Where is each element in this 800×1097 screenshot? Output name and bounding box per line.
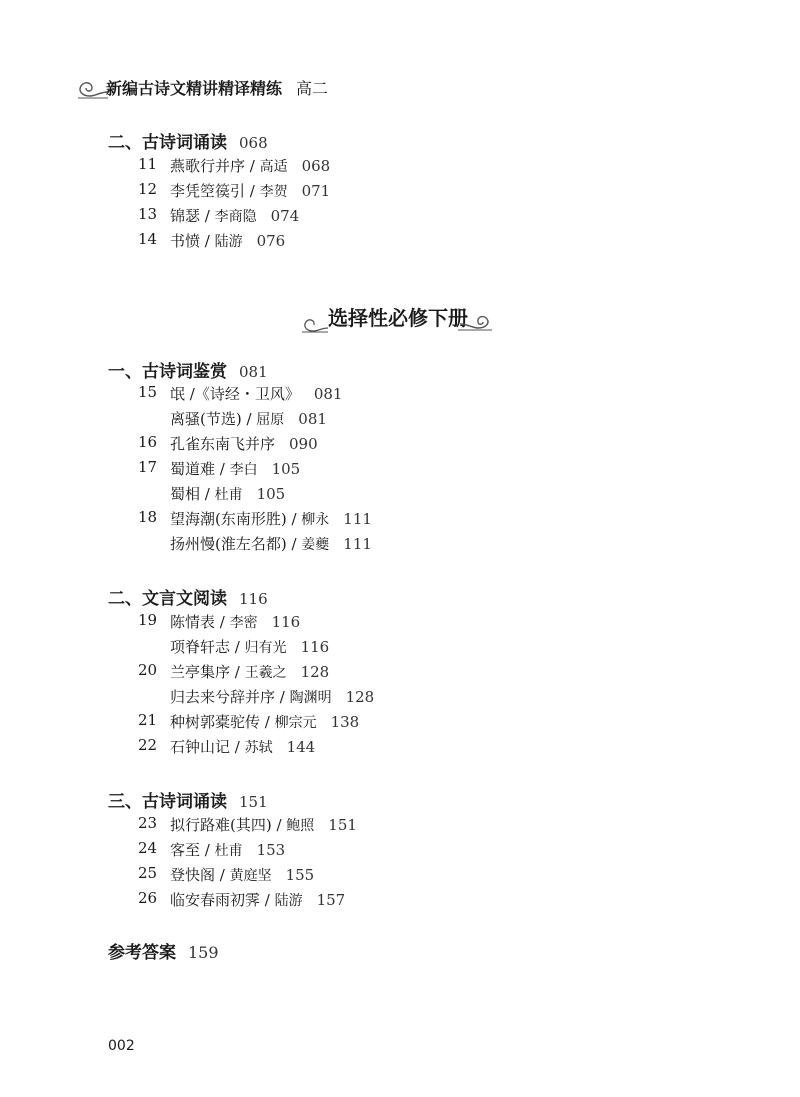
- entry-author: 李密: [229, 615, 258, 631]
- book-title: 新编古诗文精讲精译精练 高二: [106, 79, 329, 98]
- grade-label: 高二: [296, 79, 329, 98]
- entry-title: 蜀道难 /: [170, 460, 230, 478]
- entry-page: 090: [289, 435, 318, 453]
- entry-page: 138: [330, 713, 360, 731]
- entry-title: 孔雀东南飞并序: [170, 435, 276, 453]
- entry-author: 高适: [259, 159, 288, 175]
- entry-number: 25: [138, 864, 158, 882]
- entry-page: 105: [256, 485, 286, 503]
- section-page: 116: [239, 590, 268, 608]
- entry-number: 20: [138, 661, 158, 679]
- entry-number: 17: [138, 458, 158, 476]
- entry-author: 归有光: [244, 640, 287, 656]
- section-title: 三、古诗词诵读 151: [108, 792, 268, 812]
- entry-number: 14: [138, 230, 158, 248]
- entry-title: 兰亭集序 /: [170, 663, 245, 681]
- entry-author: 黄庭坚: [229, 868, 272, 884]
- cloud-swirl-icon: [458, 312, 494, 332]
- section-title: 一、古诗词鉴赏 081: [108, 362, 268, 382]
- entry-page: 076: [256, 232, 286, 250]
- entry-title: 项脊轩志 /: [170, 638, 245, 656]
- entry-author: 杜甫: [214, 487, 243, 503]
- entry-page: 128: [300, 663, 330, 681]
- entry-title: 石钟山记 /: [170, 738, 245, 756]
- entry-page: 157: [316, 891, 346, 909]
- entry-title: 蜀相 /: [170, 485, 215, 503]
- entry-number: 13: [138, 205, 158, 223]
- answers-page: 159: [188, 943, 219, 962]
- entry-page: 128: [345, 688, 375, 706]
- entry-title: 归去来兮辞并序 /: [170, 688, 290, 706]
- entry-number: 21: [138, 711, 158, 729]
- entry-number: 24: [138, 839, 158, 857]
- entry-page: 068: [301, 157, 331, 175]
- entry-title: 登快阁 /: [170, 866, 230, 884]
- entry-page: 081: [298, 410, 327, 428]
- entry-page: 071: [301, 182, 331, 200]
- entry-author: 陆游: [274, 893, 303, 909]
- section-title: 二、古诗词诵读 068: [108, 133, 268, 153]
- entry-author: 苏轼: [244, 740, 273, 756]
- entry-number: 22: [138, 736, 158, 754]
- entry-author: 屈原: [256, 412, 285, 428]
- entry-author: 王羲之: [244, 665, 287, 681]
- running-header: [76, 70, 336, 110]
- entry-number: 16: [138, 433, 158, 451]
- entry-page: 074: [270, 207, 300, 225]
- entry-title: 离骚(节选) /: [170, 410, 257, 428]
- entry-number: 19: [138, 611, 158, 629]
- entry-author: 柳宗元: [274, 715, 317, 731]
- section-page: 068: [239, 134, 268, 152]
- entry-title: 扬州慢(淮左名都) /: [170, 535, 302, 553]
- entry-author: 姜夔: [301, 537, 330, 553]
- answers-entry: 参考答案 159: [108, 943, 219, 963]
- entry-page: 111: [343, 510, 372, 528]
- entry-number: 26: [138, 889, 158, 907]
- entry-title: 望海潮(东南形胜) /: [170, 510, 302, 528]
- entry-page: 105: [271, 460, 301, 478]
- entry-title: 种树郭橐驼传 /: [170, 713, 275, 731]
- cloud-swirl-icon: [300, 316, 330, 334]
- entry-number: 18: [138, 508, 158, 526]
- entry-author: 杜甫: [214, 843, 243, 859]
- entry-author: 李白: [229, 462, 258, 478]
- entry-page: 155: [285, 866, 315, 884]
- entry-number: 12: [138, 180, 158, 198]
- entry-title: 氓 /《诗经・卫风》: [170, 385, 300, 403]
- entry-author: 李商隐: [214, 209, 257, 225]
- entry-number: 15: [138, 383, 158, 401]
- entry-page: 151: [328, 816, 357, 834]
- entry-page: 116: [271, 613, 301, 631]
- section-page: 081: [239, 363, 268, 381]
- section-title: 二、文言文阅读 116: [108, 589, 268, 609]
- entry-page: 144: [286, 738, 316, 756]
- section-page: 151: [239, 793, 268, 811]
- entry-title: 燕歌行并序 /: [170, 157, 260, 175]
- entry-page: 111: [343, 535, 372, 553]
- entry-title: 李凭箜篌引 /: [170, 182, 260, 200]
- cloud-swirl-icon: [76, 78, 110, 100]
- entry-title: 拟行路难(其四) /: [170, 816, 287, 834]
- entry-title: 陈情表 /: [170, 613, 230, 631]
- entry-title: 锦瑟 /: [170, 207, 215, 225]
- volume-title: 选择性必修下册: [328, 306, 468, 330]
- entry-page: 081: [313, 385, 343, 403]
- entry-author: 陶渊明: [289, 690, 332, 706]
- entry-author: 陆游: [214, 234, 243, 250]
- entry-number: 11: [138, 155, 158, 173]
- page-number: 002: [108, 1038, 135, 1054]
- entry-title: 客至 /: [170, 841, 215, 859]
- entry-author: 柳永: [301, 512, 330, 528]
- entry-page: 116: [300, 638, 330, 656]
- entry-number: 23: [138, 814, 158, 832]
- entry-title: 书愤 /: [170, 232, 215, 250]
- entry-title: 临安春雨初霁 /: [170, 891, 275, 909]
- entry-author: 李贺: [259, 184, 288, 200]
- entry-page: 153: [256, 841, 286, 859]
- entry-author: 鲍照: [286, 818, 315, 834]
